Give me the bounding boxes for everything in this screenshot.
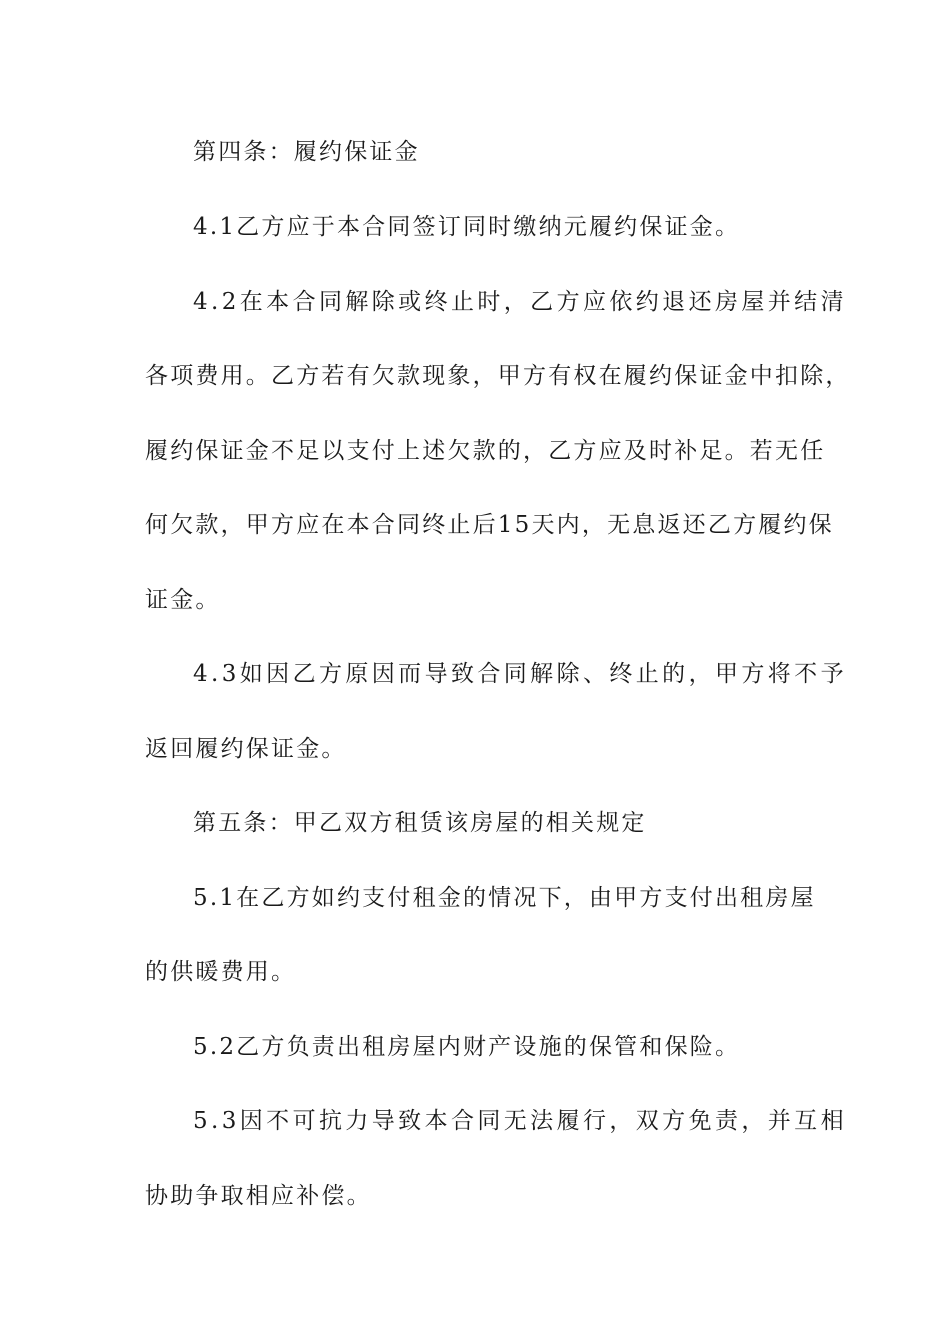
clause-4-2-line-3: 履约保证金不足以支付上述欠款的，乙方应及时补足。若无任 [145, 438, 826, 464]
clause-4-3-line-1: 4.3如因乙方原因而导致合同解除、终止的，甲方将不予 [193, 661, 847, 687]
clause-4-2-line-4: 何欠款，甲方应在本合同终止后15天内，无息返还乙方履约保 [145, 512, 834, 538]
clause-5-3-line-1: 5.3因不可抗力导致本合同无法履行，双方免责，并互相 [193, 1108, 847, 1134]
section-heading-4: 第四条：履约保证金 [193, 139, 420, 165]
clause-5-1-line-2: 的供暖费用。 [145, 959, 297, 985]
clause-4-2-line-1: 4.2在本合同解除或终止时，乙方应依约退还房屋并结清 [193, 289, 847, 315]
clause-4-2-line-5: 证金。 [145, 587, 221, 613]
clause-5-1-line-1: 5.1在乙方如约支付租金的情况下，由甲方支付出租房屋 [193, 885, 816, 911]
clause-4-2-line-2: 各项费用。乙方若有欠款现象，甲方有权在履约保证金中扣除， [145, 363, 851, 389]
section-heading-5: 第五条：甲乙双方租赁该房屋的相关规定 [193, 810, 647, 836]
clause-4-3-line-2: 返回履约保证金。 [145, 736, 347, 762]
clause-5-3-line-2: 协助争取相应补偿。 [145, 1183, 372, 1209]
clause-5-2: 5.2乙方负责出租房屋内财产设施的保管和保险。 [193, 1034, 741, 1060]
clause-4-1: 4.1乙方应于本合同签订同时缴纳元履约保证金。 [193, 214, 741, 240]
